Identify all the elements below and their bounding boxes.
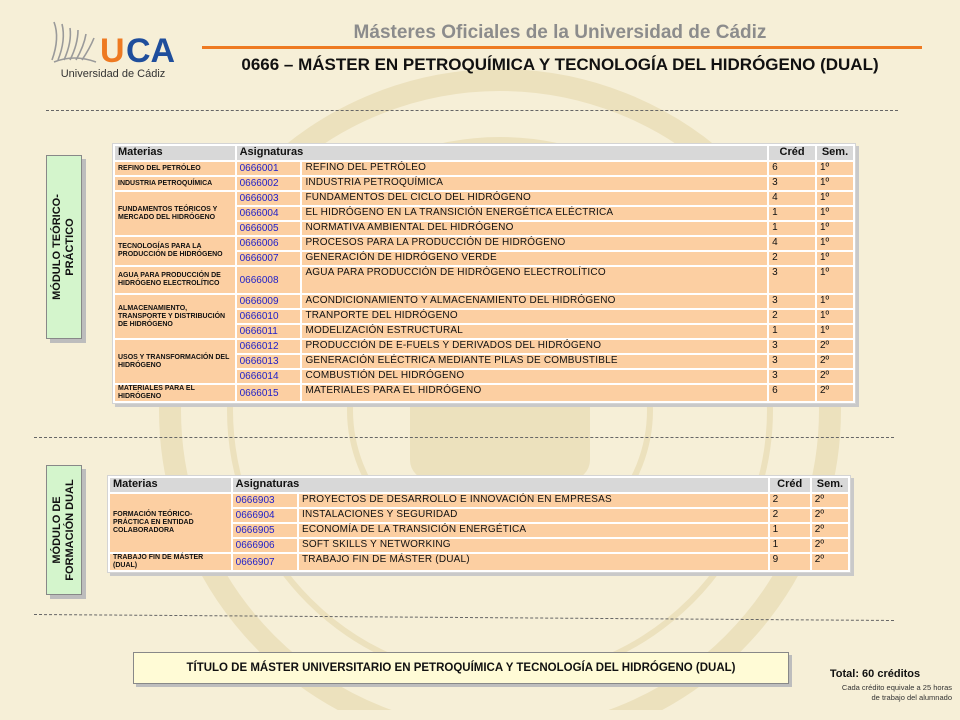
table-row bbox=[115, 340, 853, 353]
module2-table bbox=[107, 475, 851, 573]
table-row bbox=[110, 494, 848, 507]
table-row bbox=[110, 554, 848, 570]
subject-code: 0666007 bbox=[237, 252, 301, 265]
table-row bbox=[115, 237, 853, 250]
materia-cell: TRABAJO FIN DE MÁSTER (DUAL) bbox=[110, 554, 231, 570]
subject-semester: 1º bbox=[817, 252, 853, 265]
subject-credits: 2 bbox=[770, 494, 810, 507]
materia-cell: FUNDAMENTOS TEÓRICOS Y MERCADO DEL HIDRÓGENO bbox=[115, 192, 235, 235]
materia-cell: ALMACENAMIENTO, TRANSPORTE Y DISTRIBUCIÓN DE HIDRÓGENO bbox=[115, 295, 235, 338]
subject-name: PROYECTOS DE DESARROLLO E INNOVACIÓN EN EMPRESAS bbox=[299, 494, 768, 507]
table-row bbox=[115, 295, 853, 308]
subject-name: PRODUCCIÓN DE E-FUELS Y DERIVADOS DEL HIDRÓGENO bbox=[302, 340, 767, 353]
subject-code: 0666904 bbox=[233, 509, 297, 522]
subject-name: REFINO DEL PETRÓLEO bbox=[302, 162, 767, 175]
subject-name: PROCESOS PARA LA PRODUCCIÓN DE HIDRÓGENO bbox=[302, 237, 767, 250]
subject-name: TRABAJO FIN DE MÁSTER (DUAL) bbox=[299, 554, 768, 570]
programme-title: 0666 – MÁSTER EN PETROQUÍMICA Y TECNOLOGÍA DEL HIDRÓGENO (DUAL) bbox=[241, 55, 879, 74]
subject-semester: 1º bbox=[817, 207, 853, 220]
subject-credits: 3 bbox=[769, 355, 815, 368]
subject-code: 0666907 bbox=[233, 554, 297, 570]
subject-credits: 1 bbox=[769, 207, 815, 220]
subject-credits: 6 bbox=[769, 162, 815, 175]
subject-credits: 2 bbox=[770, 509, 810, 522]
subject-name: GENERACIÓN DE HIDRÓGENO VERDE bbox=[302, 252, 767, 265]
header-credits: Créd bbox=[769, 146, 815, 160]
dashed-separator bbox=[46, 110, 898, 111]
subject-code: 0666903 bbox=[233, 494, 297, 507]
subject-name: MATERIALES PARA EL HIDRÓGENO bbox=[302, 385, 767, 401]
subject-semester: 1º bbox=[817, 295, 853, 308]
subject-semester: 1º bbox=[817, 325, 853, 338]
header-semester: Sem. bbox=[812, 478, 848, 492]
subject-code: 0666003 bbox=[237, 192, 301, 205]
header-credits: Créd bbox=[770, 478, 810, 492]
module-label: MÓDULO DE FORMACIÓN DUAL bbox=[51, 479, 76, 581]
subject-semester: 1º bbox=[817, 162, 853, 175]
subject-name: NORMATIVA AMBIENTAL DEL HIDRÓGENO bbox=[302, 222, 767, 235]
subject-credits: 9 bbox=[770, 554, 810, 570]
materia-cell: USOS Y TRANSFORMACIÓN DEL HIDRÓGENO bbox=[115, 340, 235, 383]
materia-cell: MATERIALES PARA EL HIDRÓGENO bbox=[115, 385, 235, 401]
subject-credits: 1 bbox=[769, 222, 815, 235]
page-header-title: Másteres Oficiales de la Universidad de Cádiz bbox=[353, 22, 767, 43]
subject-credits: 1 bbox=[770, 524, 810, 537]
subject-semester: 2º bbox=[812, 539, 848, 552]
subject-name: ACONDICIONAMIENTO Y ALMACENAMIENTO DEL HIDRÓGENO bbox=[302, 295, 767, 308]
subject-code: 0666009 bbox=[237, 295, 301, 308]
subject-semester: 2º bbox=[812, 524, 848, 537]
subject-credits: 6 bbox=[769, 385, 815, 401]
module1-table bbox=[112, 143, 856, 404]
subject-semester: 2º bbox=[812, 554, 848, 570]
header-asignaturas: Asignaturas bbox=[233, 478, 768, 492]
table-header-row bbox=[115, 146, 853, 160]
subject-credits: 3 bbox=[769, 340, 815, 353]
subject-name: ECONOMÍA DE LA TRANSICIÓN ENERGÉTICA bbox=[299, 524, 768, 537]
logo-ca: CA bbox=[126, 32, 176, 70]
logo-u: U bbox=[100, 32, 125, 70]
header-materias: Materias bbox=[110, 478, 231, 492]
table-row bbox=[115, 385, 853, 401]
table-row bbox=[115, 177, 853, 190]
university-name: Universidad de Cádiz bbox=[60, 68, 166, 80]
subject-semester: 1º bbox=[817, 192, 853, 205]
credit-note: Cada crédito equivale a 25 horas de trabajo del alumnado bbox=[841, 683, 952, 702]
subject-code: 0666014 bbox=[237, 370, 301, 383]
subject-code: 0666006 bbox=[237, 237, 301, 250]
subject-code: 0666004 bbox=[237, 207, 301, 220]
subject-name: INSTALACIONES Y SEGURIDAD bbox=[299, 509, 768, 522]
subject-credits: 3 bbox=[769, 267, 815, 293]
subject-semester: 1º bbox=[817, 222, 853, 235]
subject-name: INDUSTRIA PETROQUÍMICA bbox=[302, 177, 767, 190]
subject-semester: 2º bbox=[817, 340, 853, 353]
total-credits: Total: 60 créditos bbox=[829, 668, 921, 680]
subject-semester: 2º bbox=[817, 355, 853, 368]
subject-credits: 1 bbox=[770, 539, 810, 552]
subject-name: TRANPORTE DEL HIDRÓGENO bbox=[302, 310, 767, 323]
degree-title: TÍTULO DE MÁSTER UNIVERSITARIO EN PETROQUÍMICA Y TECNOLOGÍA DEL HIDRÓGENO (DUAL) bbox=[186, 662, 736, 674]
materia-cell: REFINO DEL PETRÓLEO bbox=[115, 162, 235, 175]
materia-cell: TECNOLOGÍAS PARA LA PRODUCCIÓN DE HIDRÓGENO bbox=[115, 237, 235, 265]
subject-code: 0666010 bbox=[237, 310, 301, 323]
subject-credits: 3 bbox=[769, 295, 815, 308]
subject-code: 0666012 bbox=[237, 340, 301, 353]
subject-semester: 1º bbox=[817, 177, 853, 190]
subject-credits: 2 bbox=[769, 252, 815, 265]
header-asignaturas: Asignaturas bbox=[237, 146, 768, 160]
subject-code: 0666002 bbox=[237, 177, 301, 190]
subject-name: FUNDAMENTOS DEL CICLO DEL HIDRÓGENO bbox=[302, 192, 767, 205]
subject-semester: 2º bbox=[812, 494, 848, 507]
module-label: MÓDULO TEÓRICO- PRÁCTICO bbox=[51, 194, 76, 300]
subject-code: 0666015 bbox=[237, 385, 301, 401]
subject-code: 0666906 bbox=[233, 539, 297, 552]
subject-name: MODELIZACIÓN ESTRUCTURAL bbox=[302, 325, 767, 338]
header-divider bbox=[202, 46, 922, 49]
subject-credits: 1 bbox=[769, 325, 815, 338]
subject-semester: 1º bbox=[817, 267, 853, 293]
table-header-row bbox=[110, 478, 848, 492]
subject-credits: 2 bbox=[769, 310, 815, 323]
table-row bbox=[115, 267, 853, 293]
module-dual-training bbox=[46, 465, 82, 595]
subject-code: 0666011 bbox=[237, 325, 301, 338]
header-semester: Sem. bbox=[817, 146, 853, 160]
subject-code: 0666013 bbox=[237, 355, 301, 368]
subject-name: EL HIDRÓGENO EN LA TRANSICIÓN ENERGÉTICA ELÉCTRICA bbox=[302, 207, 767, 220]
subject-credits: 3 bbox=[769, 177, 815, 190]
subject-name: COMBUSTIÓN DEL HIDRÓGENO bbox=[302, 370, 767, 383]
materia-cell: FORMACIÓN TEÓRICO-PRÁCTICA EN ENTIDAD COLABORADORA bbox=[110, 494, 231, 552]
subject-name: SOFT SKILLS Y NETWORKING bbox=[299, 539, 768, 552]
materia-cell: INDUSTRIA PETROQUÍMICA bbox=[115, 177, 235, 190]
subject-credits: 4 bbox=[769, 237, 815, 250]
degree-title-banner bbox=[133, 652, 789, 684]
module-theoretical-practical bbox=[46, 155, 82, 339]
subject-code: 0666001 bbox=[237, 162, 301, 175]
subject-name: GENERACIÓN ELÉCTRICA MEDIANTE PILAS DE COMBUSTIBLE bbox=[302, 355, 767, 368]
dashed-separator bbox=[34, 437, 894, 438]
subject-code: 0666008 bbox=[237, 267, 301, 293]
header-materias: Materias bbox=[115, 146, 235, 160]
subject-credits: 3 bbox=[769, 370, 815, 383]
subject-credits: 4 bbox=[769, 192, 815, 205]
table-row bbox=[115, 162, 853, 175]
subject-semester: 2º bbox=[817, 385, 853, 401]
table-row bbox=[115, 192, 853, 205]
subject-semester: 2º bbox=[812, 509, 848, 522]
subject-code: 0666905 bbox=[233, 524, 297, 537]
subject-code: 0666005 bbox=[237, 222, 301, 235]
subject-semester: 1º bbox=[817, 310, 853, 323]
subject-semester: 1º bbox=[817, 237, 853, 250]
subject-semester: 2º bbox=[817, 370, 853, 383]
subject-name: AGUA PARA PRODUCCIÓN DE HIDRÓGENO ELECTROLÍTICO bbox=[302, 267, 767, 293]
materia-cell: AGUA PARA PRODUCCIÓN DE HIDRÓGENO ELECTROLÍTICO bbox=[115, 267, 235, 293]
